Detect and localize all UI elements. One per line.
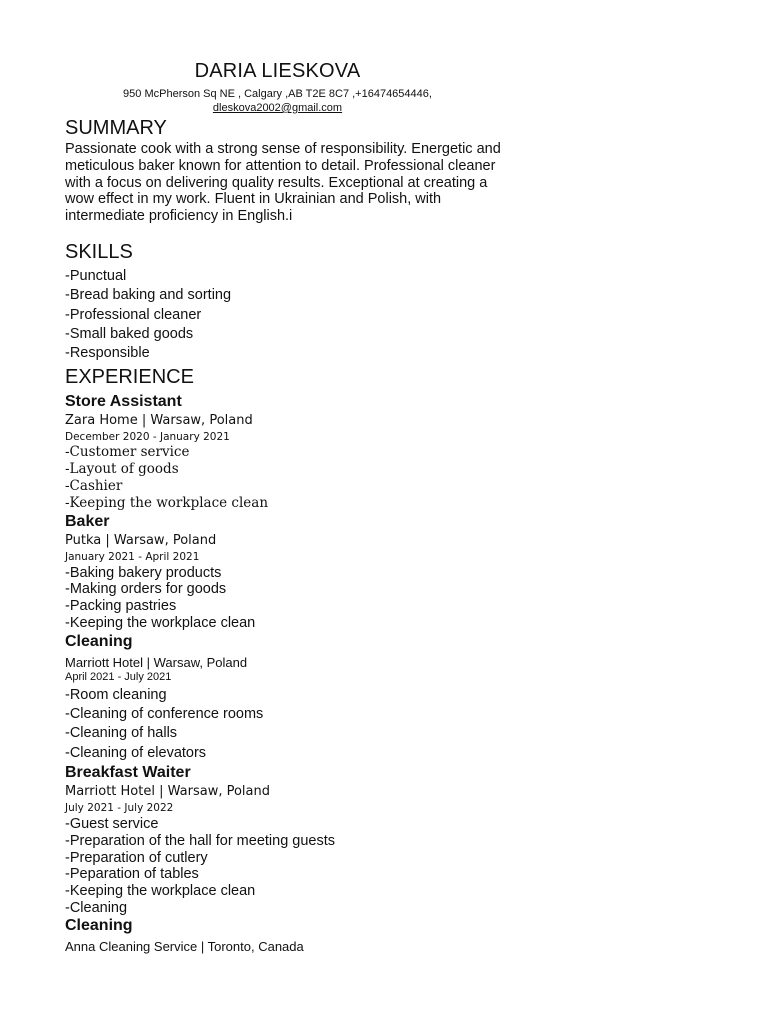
- contact-line: 950 McPherson Sq NE , Calgary ,AB T2E 8C7 ,+16474654446,: [123, 88, 432, 100]
- job-company: Zara Home | Warsaw, Poland: [65, 413, 253, 428]
- email-link[interactable]: dleskova2002@gmail.com: [212, 102, 343, 114]
- job-title: Baker: [65, 513, 110, 530]
- experience-heading: EXPERIENCE: [65, 366, 194, 388]
- job-title: Breakfast Waiter: [65, 764, 191, 781]
- skill-item: -Bread baking and sorting: [65, 287, 232, 303]
- job-dates: April 2021 - July 2021: [65, 671, 172, 683]
- job-duty: -Guest service: [65, 816, 159, 832]
- job-duty: -Cleaning: [65, 900, 128, 916]
- job-duty: -Preparation of the hall for meeting guests: [65, 833, 336, 849]
- summary-text: Passionate cook with a strong sense of responsibility. Energetic and meticulous baker known for attention to detail. Professional cleaner with a focus on delivering quality results. Exceptional at creating a wow effect in my work. Fluent in Ukrainian and Polish, with intermediate proficiency in English.i: [65, 141, 501, 225]
- job-title: Cleaning: [65, 633, 133, 650]
- candidate-name: DARIA LIESKOVA: [194, 60, 361, 82]
- job-dates: January 2021 - April 2021: [65, 551, 200, 563]
- job-duty: -Packing pastries: [65, 598, 177, 614]
- job-duty: -Making orders for goods: [65, 581, 227, 597]
- job-duty: -Customer service: [65, 444, 190, 460]
- job-dates: July 2021 - July 2022: [65, 802, 174, 814]
- job-duty: -Keeping the workplace clean: [65, 615, 256, 631]
- summary-heading: SUMMARY: [65, 117, 167, 139]
- job-duty: -Cleaning of halls: [65, 725, 178, 741]
- skill-item: -Professional cleaner: [65, 307, 202, 323]
- job-company: Marriott Hotel | Warsaw, Poland: [65, 655, 248, 670]
- job-duty: -Preparation of cutlery: [65, 850, 208, 866]
- job-title: Store Assistant: [65, 393, 182, 410]
- job-duty: -Room cleaning: [65, 687, 167, 703]
- job-duty: -Cleaning of conference rooms: [65, 706, 264, 722]
- job-duty: -Keeping the workplace clean: [65, 495, 269, 511]
- job-company: Putka | Warsaw, Poland: [65, 533, 217, 548]
- job-duty: -Layout of goods: [65, 461, 179, 477]
- job-duty: -Peparation of tables: [65, 866, 199, 882]
- job-duty: -Cleaning of elevators: [65, 745, 207, 761]
- job-duty: -Keeping the workplace clean: [65, 883, 256, 899]
- skill-item: -Punctual: [65, 268, 127, 284]
- skill-item: -Small baked goods: [65, 326, 194, 342]
- skills-heading: SKILLS: [65, 241, 133, 263]
- job-title: Cleaning: [65, 917, 133, 934]
- skill-item: -Responsible: [65, 345, 150, 361]
- job-duty: -Cashier: [65, 478, 123, 494]
- job-dates: December 2020 - January 2021: [65, 431, 230, 443]
- job-company: Marriott Hotel | Warsaw, Poland: [65, 784, 270, 799]
- job-company: Anna Cleaning Service | Toronto, Canada: [65, 939, 304, 954]
- job-duty: -Baking bakery products: [65, 565, 222, 581]
